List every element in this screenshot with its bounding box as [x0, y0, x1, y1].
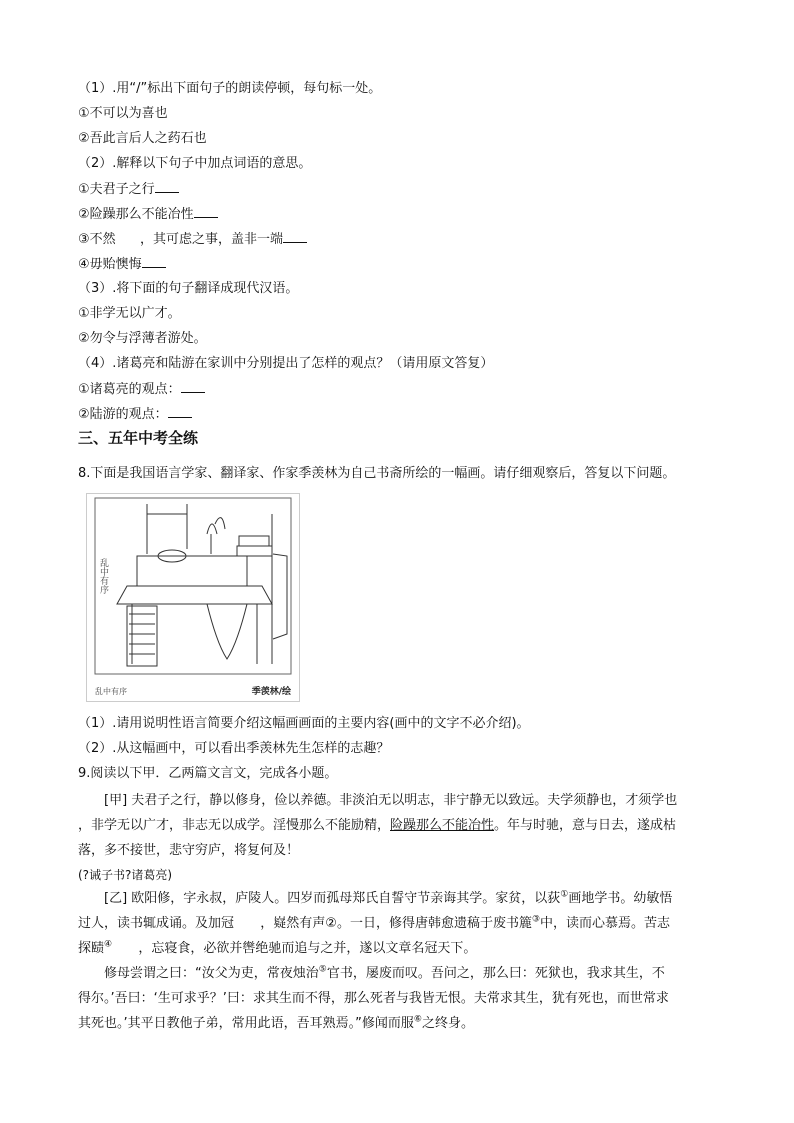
passage-yi-line1-b: 画地学书。幼敏悟	[568, 891, 673, 906]
underlined-phrase: 险躁那么不能冶性	[390, 818, 495, 833]
passage-yi-line1	[104, 890, 672, 908]
q-part2-instruction: （2）.解释以下句子中加点词语的意思。	[78, 156, 312, 171]
q-part2-item1	[78, 180, 179, 199]
footnote-marker: ④	[104, 939, 113, 950]
passage-yi-line1-a: [乙] 欧阳修，字永叔，庐陵人。四岁而孤母郑氏自誓守节亲诲其学。家贫，以荻	[104, 891, 561, 906]
answer-blank[interactable]	[194, 205, 218, 218]
passage-jia-line3: 落，多不接世，悲守穷庐，将复何及！	[78, 843, 300, 858]
q-part2-item1-text: ①夫君子之行	[78, 182, 155, 197]
answer-blank[interactable]	[142, 255, 166, 268]
q-part4-item2	[78, 405, 192, 424]
footnote-marker: ⑥	[413, 1014, 422, 1025]
section-heading: 三、五年中考全练	[78, 429, 199, 447]
q-part2-item2	[78, 205, 218, 224]
q-part2-item3-text-a: ③不然	[78, 232, 116, 247]
footnote-marker: ③	[531, 914, 541, 925]
figure-caption-right: 季羡林/绘	[251, 687, 291, 697]
passage-yi-line3	[78, 940, 476, 958]
answer-blank[interactable]	[181, 380, 205, 393]
q-part4-instruction: （4）.诸葛亮和陆游在家训中分别提出了怎样的观点？（请用原文答复）	[78, 356, 494, 371]
q8-sub2: （2）.从这幅画中，可以看出季羡林先生怎样的志趣？	[78, 741, 390, 756]
passage-yi-line6	[78, 1015, 474, 1033]
figure-caption-left: 乱中有序	[95, 687, 127, 696]
q8-sub1: （1）.请用说明性语言简要介绍这幅画画面的主要内容(画中的文字不必介绍)。	[78, 716, 530, 731]
passage-yi-line2-b: ，嶷然有声②。一日，修得唐韩愈遗稿于废书簏	[260, 916, 532, 931]
passage-yi-line2-a: 过人，读书辄成诵。及加冠	[78, 916, 235, 931]
answer-blank[interactable]	[283, 230, 307, 243]
passage-yi-line4-a: 修母尝谓之曰：“汝父为吏，常夜烛治	[104, 966, 319, 981]
passage-jia-line2-b: 。年与时驰，意与日去，遂成枯	[494, 818, 677, 833]
q-part4-item1-text: ①诸葛亮的观点：	[78, 382, 181, 397]
answer-blank[interactable]	[155, 180, 179, 193]
passage-yi-line6-a: 其死也。’其平日教他子弟，常用此语，吾耳熟焉。”修闻而服	[78, 1016, 414, 1031]
figure-inscription: 乱中有序	[98, 558, 108, 594]
passage-yi-line3-a: 探赜	[78, 941, 105, 956]
q8-prompt: 8.下面是我国语言学家、翻译家、作家季羡林为自己书斋所绘的一幅画。请仔细观察后，答复以下问题。	[78, 466, 676, 481]
q-part3-item2: ②勿令与浮薄者游处。	[78, 331, 207, 346]
q-part4-item1	[78, 380, 205, 399]
q-part2-item2-text: ②险躁那么不能冶性	[78, 207, 194, 222]
passage-yi-line5: 得尔。’吾曰：‘生可求乎？’曰：求其生而不得，那么死者与我皆无恨。夫常求其生，犹有死也，而世常求	[78, 991, 669, 1006]
q-part4-item2-text: ②陆游的观点：	[78, 407, 168, 422]
study-sketch-drawing	[87, 494, 299, 684]
passage-jia-source: (?诫子书?诸葛亮)	[78, 868, 173, 882]
passage-jia-line2-a: ，非学无以广才，非志无以成学。淫慢那么不能励精，	[78, 818, 391, 833]
q-part2-item3	[78, 230, 307, 249]
q-part1-item1: ①不可以为喜也	[78, 106, 168, 121]
q-part2-item4	[78, 255, 166, 274]
passage-yi-line6-b: 之终身。	[421, 1016, 474, 1031]
q-part1-item2: ②吾此言后人之药石也	[78, 131, 207, 146]
q-part1-instruction: （1）.用“/”标出下面句子的朗读停顿，每句标一处。	[78, 81, 382, 96]
passage-yi-line2-c: 中，读而心慕焉。苦志	[540, 916, 671, 931]
passage-yi-line2	[78, 915, 670, 933]
q-part2-item4-text: ④毋贻懊悔	[78, 257, 142, 272]
q-part3-item1: ①非学无以广才。	[78, 306, 181, 321]
passage-jia-line2	[78, 817, 676, 835]
q-part3-instruction: （3）.将下面的句子翻译成现代汉语。	[78, 281, 299, 296]
passage-yi-line4	[104, 965, 665, 983]
passage-yi-line3-b: ，忘寝食，必欲并辔绝驰而追与之并，遂以文章名冠天下。	[138, 941, 477, 956]
study-sketch-illustration	[86, 493, 300, 702]
q-part2-item3-text-b: ，其可虑之事，盖非一端	[139, 232, 283, 247]
passage-yi-line4-b: 官书，屡废而叹。吾问之，那么曰：死狱也，我求其生，不	[326, 966, 665, 981]
q9-prompt: 9.阅读以下甲．乙两篇文言文，完成各小题。	[78, 766, 338, 781]
footnote-marker: ⑤	[318, 964, 327, 975]
answer-blank[interactable]	[168, 405, 192, 418]
passage-jia-line1: [甲] 夫君子之行，静以修身，俭以养德。非淡泊无以明志，非宁静无以致远。夫学须静也，才须学也	[104, 793, 678, 808]
footnote-marker: ①	[560, 889, 569, 900]
